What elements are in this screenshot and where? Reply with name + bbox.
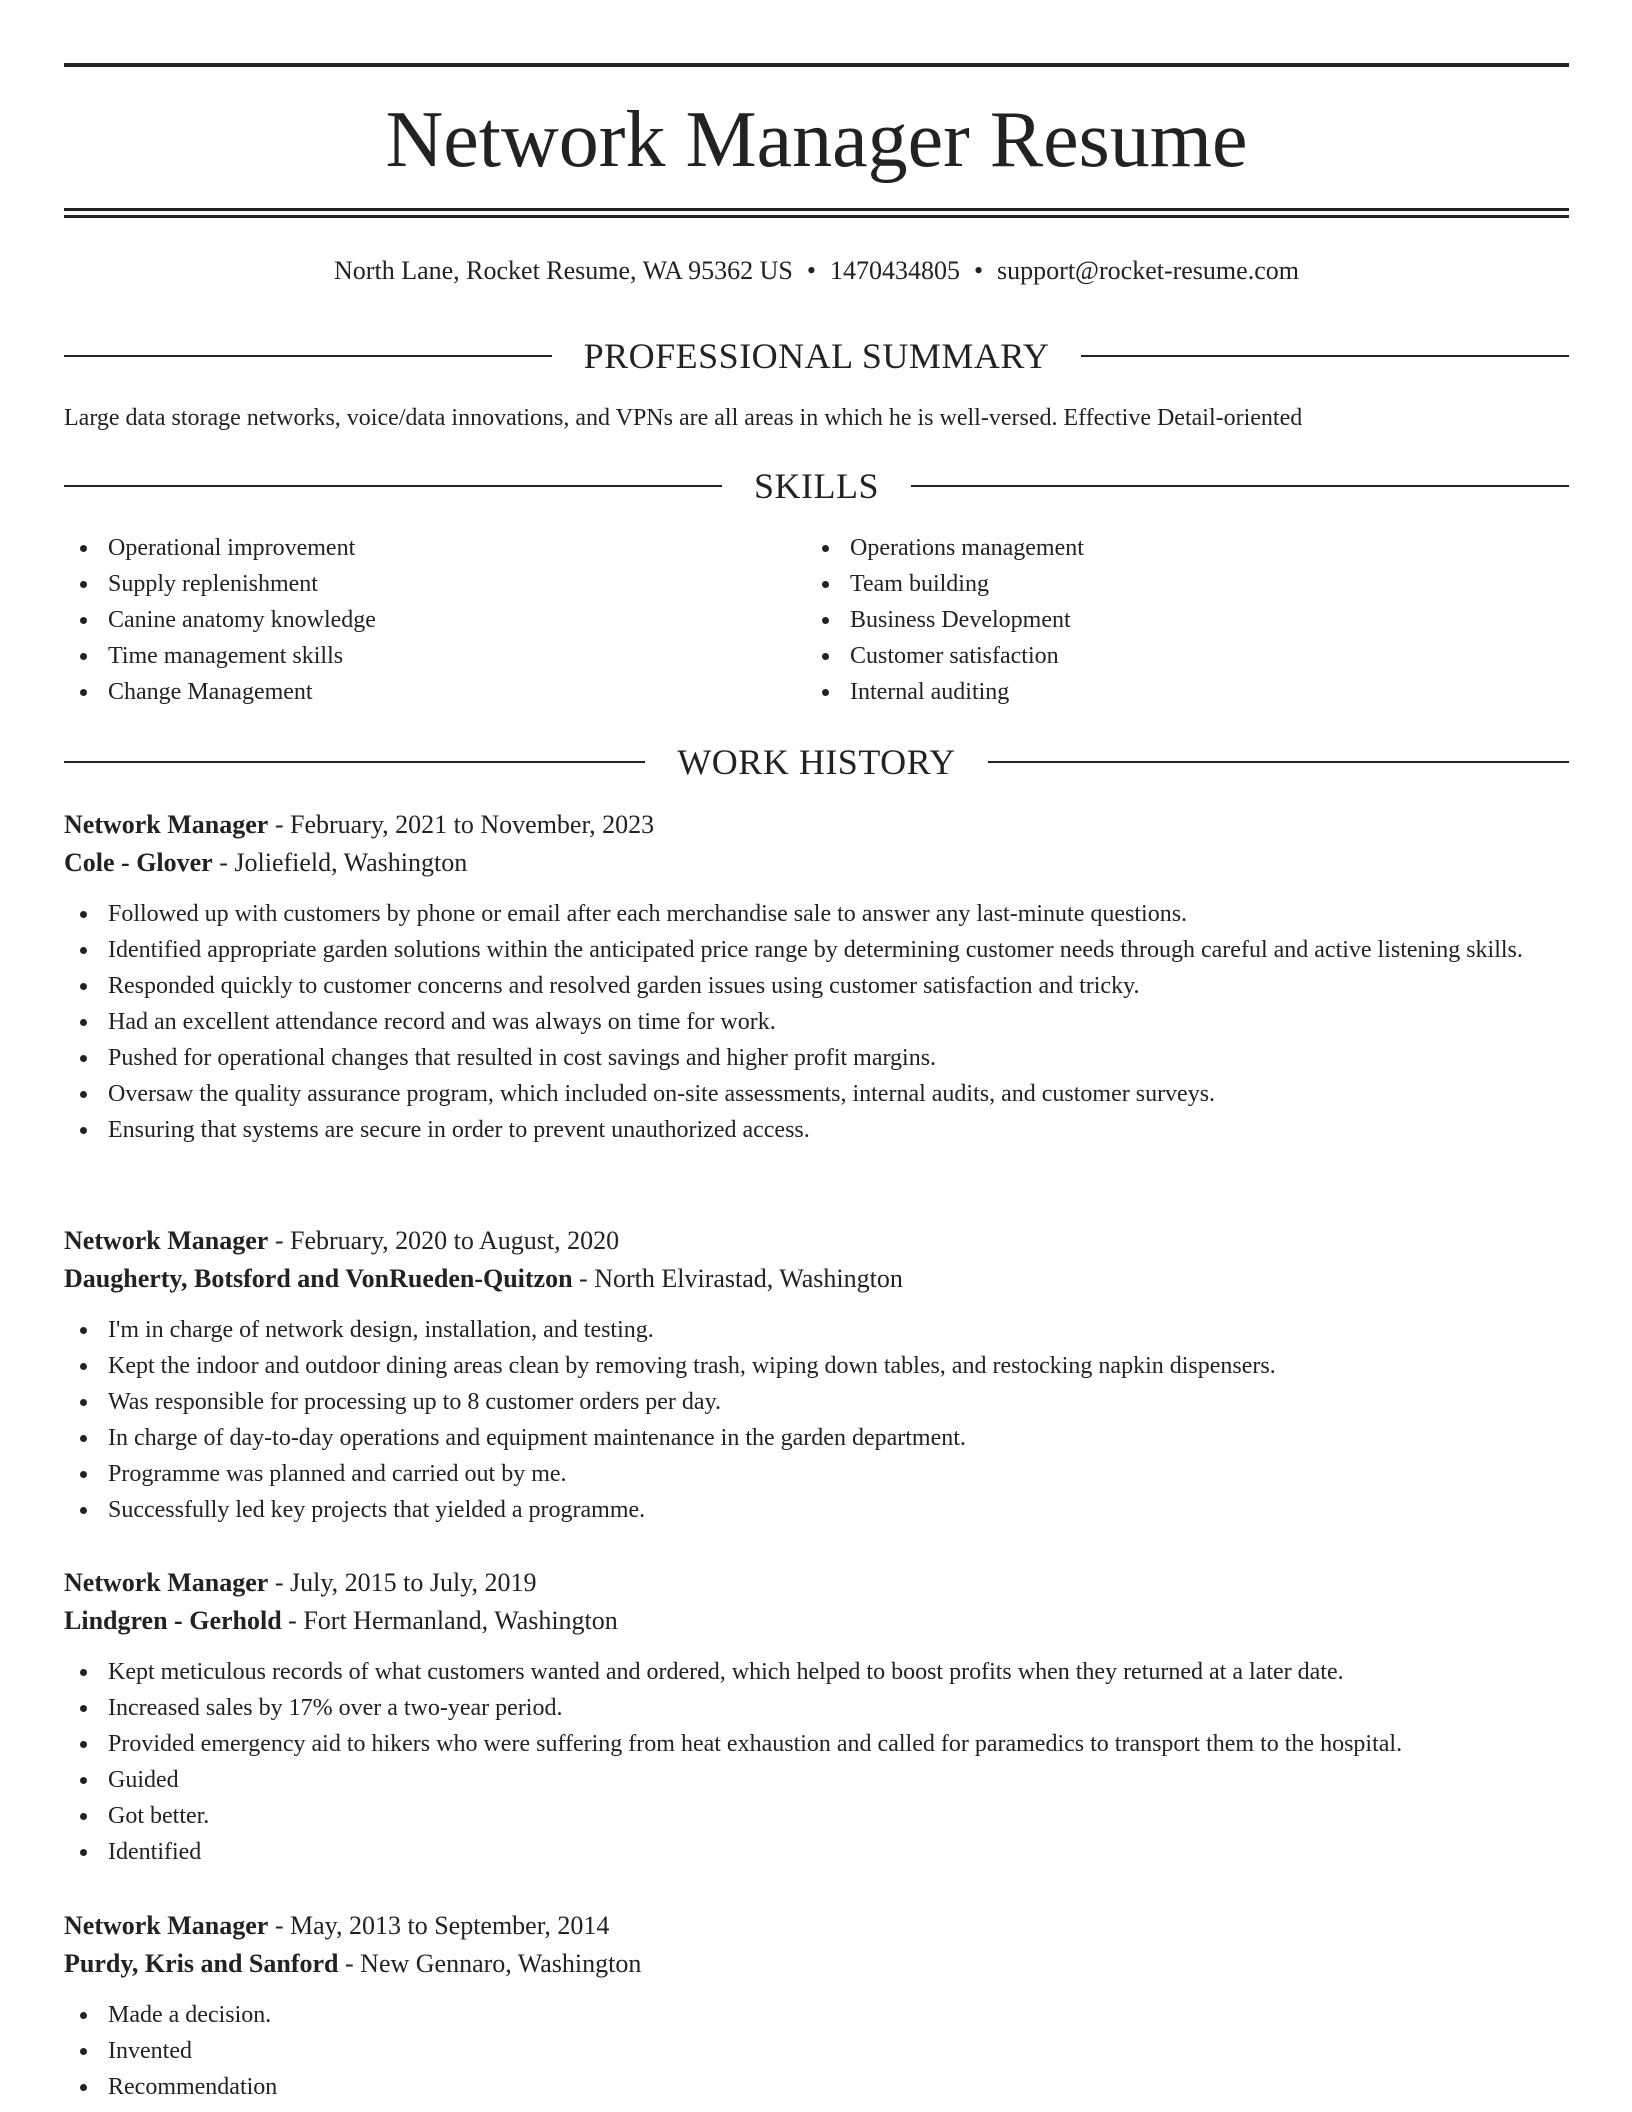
work-entry bbox=[64, 1222, 1569, 1528]
job-title-line bbox=[64, 806, 1569, 844]
job-duty-item: Got better. bbox=[64, 1798, 1569, 1834]
job-location: - Joliefield, Washington bbox=[212, 848, 468, 877]
job-duties-list bbox=[64, 1312, 1569, 1528]
job-title-line bbox=[64, 1564, 1569, 1602]
job-duty-item: Had an excellent attendance record and was always on time for work. bbox=[64, 1004, 1569, 1040]
job-company-line bbox=[64, 1260, 1569, 1298]
contact-phone: 1470434805 bbox=[829, 256, 960, 285]
job-duty-item: Increased sales by 17% over a two-year period. bbox=[64, 1690, 1569, 1726]
skill-item: Operational improvement bbox=[64, 530, 804, 566]
job-location: - North Elvirastad, Washington bbox=[572, 1264, 903, 1293]
header-top-rule bbox=[64, 63, 1569, 67]
work-entry bbox=[64, 1564, 1569, 1870]
job-duty-item: Provided emergency aid to hikers who were suffering from heat exhaustion and called for paramedics to transport them to the hospital. bbox=[64, 1726, 1569, 1762]
skill-item: Canine anatomy knowledge bbox=[64, 602, 804, 638]
section-heading-work-history bbox=[64, 742, 1569, 782]
header-bottom-rule bbox=[64, 208, 1569, 211]
job-duties-list bbox=[64, 896, 1569, 1148]
heading-rule-left bbox=[64, 355, 552, 357]
section-heading-label: SKILLS bbox=[754, 466, 880, 506]
contact-separator: • bbox=[973, 256, 984, 285]
job-location: - New Gennaro, Washington bbox=[338, 1949, 642, 1978]
job-company-line bbox=[64, 1945, 1569, 1983]
job-company: Purdy, Kris and Sanford bbox=[64, 1949, 339, 1978]
job-title: Network Manager bbox=[64, 810, 269, 839]
job-duty-item: I'm in charge of network design, installation, and testing. bbox=[64, 1312, 1569, 1348]
skills-list-left bbox=[64, 530, 804, 710]
section-heading-label: PROFESSIONAL SUMMARY bbox=[583, 336, 1050, 376]
work-entry bbox=[64, 1907, 1569, 2105]
skill-item: Team building bbox=[806, 566, 1546, 602]
job-company: Daugherty, Botsford and VonRueden-Quitzon bbox=[64, 1264, 573, 1293]
contact-separator: • bbox=[806, 256, 816, 285]
resume-title: Network Manager Resume bbox=[385, 96, 1248, 184]
job-duty-item: Responded quickly to customer concerns and resolved garden issues using customer satisfaction and tricky. bbox=[64, 968, 1569, 1004]
job-duty-item: Identified bbox=[64, 1834, 1569, 1870]
job-title-line bbox=[64, 1222, 1569, 1260]
heading-rule-right bbox=[911, 485, 1569, 487]
job-company: Lindgren - Gerhold bbox=[64, 1606, 282, 1635]
job-duty-item: Followed up with customers by phone or email after each merchandise sale to answer any last-minute questions. bbox=[64, 896, 1569, 932]
work-entry bbox=[64, 806, 1569, 1148]
contact-address: North Lane, Rocket Resume, WA 95362 US bbox=[334, 256, 793, 285]
skill-item: Change Management bbox=[64, 674, 804, 710]
contact-line bbox=[64, 254, 1569, 288]
skill-item: Internal auditing bbox=[806, 674, 1546, 710]
job-duty-item: Oversaw the quality assurance program, which included on-site assessments, internal audits, and customer surveys. bbox=[64, 1076, 1569, 1112]
job-duty-item: Recommendation bbox=[64, 2069, 1569, 2105]
section-heading-label: WORK HISTORY bbox=[677, 742, 956, 782]
job-duty-item: Kept the indoor and outdoor dining areas clean by removing trash, wiping down tables, and restocking napkin dispensers. bbox=[64, 1348, 1569, 1384]
job-duty-item: Was responsible for processing up to 8 customer orders per day. bbox=[64, 1384, 1569, 1420]
section-heading-summary bbox=[64, 336, 1569, 376]
heading-rule-left bbox=[64, 485, 722, 487]
skills-list-right bbox=[806, 530, 1546, 710]
job-duty-item: Programme was planned and carried out by me. bbox=[64, 1456, 1569, 1492]
job-title: Network Manager bbox=[64, 1911, 269, 1940]
heading-rule-left bbox=[64, 761, 645, 763]
skill-item: Customer satisfaction bbox=[806, 638, 1546, 674]
job-location: - Fort Hermanland, Washington bbox=[281, 1606, 618, 1635]
job-dates: - February, 2020 to August, 2020 bbox=[268, 1226, 620, 1255]
job-duty-item: Invented bbox=[64, 2033, 1569, 2069]
job-duty-item: Pushed for operational changes that resulted in cost savings and higher profit margins. bbox=[64, 1040, 1569, 1076]
job-duty-item: Guided bbox=[64, 1762, 1569, 1798]
job-duty-item: Kept meticulous records of what customers wanted and ordered, which helped to boost profits when they returned at a later date. bbox=[64, 1654, 1569, 1690]
skill-item: Operations management bbox=[806, 530, 1546, 566]
job-company-line bbox=[64, 844, 1569, 882]
header-bottom-rule-double bbox=[64, 215, 1569, 218]
job-title: Network Manager bbox=[64, 1568, 269, 1597]
job-company: Cole - Glover bbox=[64, 848, 213, 877]
job-duty-item: Identified appropriate garden solutions within the anticipated price range by determining customer needs through careful and active listening skills. bbox=[64, 932, 1569, 968]
job-dates: - July, 2015 to July, 2019 bbox=[268, 1568, 537, 1597]
professional-summary-text: Large data storage networks, voice/data innovations, and VPNs are all areas in which he is well-versed. Effective Detail-oriented bbox=[64, 405, 1303, 431]
skill-item: Supply replenishment bbox=[64, 566, 804, 602]
job-title-line bbox=[64, 1907, 1569, 1945]
heading-rule-right bbox=[1081, 355, 1569, 357]
job-dates: - February, 2021 to November, 2023 bbox=[268, 810, 655, 839]
job-duty-item: Ensuring that systems are secure in order to prevent unauthorized access. bbox=[64, 1112, 1569, 1148]
heading-rule-right bbox=[988, 761, 1569, 763]
job-duties-list bbox=[64, 1997, 1569, 2105]
job-title: Network Manager bbox=[64, 1226, 269, 1255]
skill-item: Business Development bbox=[806, 602, 1546, 638]
job-dates: - May, 2013 to September, 2014 bbox=[268, 1911, 610, 1940]
contact-email: support@rocket-resume.com bbox=[997, 256, 1299, 285]
section-heading-skills bbox=[64, 466, 1569, 506]
job-duty-item: In charge of day-to-day operations and equipment maintenance in the garden department. bbox=[64, 1420, 1569, 1456]
skill-item: Time management skills bbox=[64, 638, 804, 674]
job-duties-list bbox=[64, 1654, 1569, 1870]
job-duty-item: Made a decision. bbox=[64, 1997, 1569, 2033]
job-company-line bbox=[64, 1602, 1569, 1640]
job-duty-item: Successfully led key projects that yielded a programme. bbox=[64, 1492, 1569, 1528]
